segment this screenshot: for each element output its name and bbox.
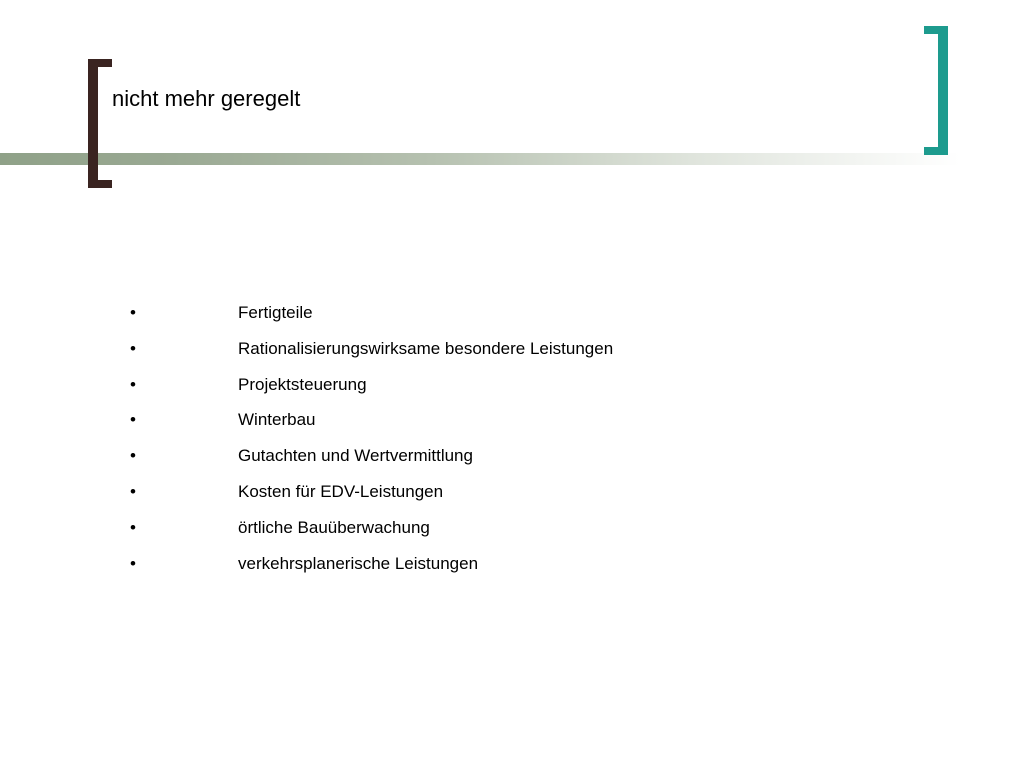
bullet-icon: •	[130, 517, 136, 537]
bullet-icon: •	[130, 410, 136, 430]
bullet-icon: •	[130, 338, 136, 358]
list-item-text: örtliche Bauüberwachung	[238, 517, 430, 537]
bullet-icon: •	[130, 303, 136, 322]
list-item-text: Kosten für EDV-Leistungen	[238, 481, 444, 501]
list-item-text: Gutachten und Wertvermittlung	[238, 446, 473, 466]
slide-title: nicht mehr geregelt	[112, 86, 301, 111]
list-item-text: Projektsteuerung	[238, 374, 367, 394]
right-bracket-decoration	[924, 26, 948, 155]
list-item-text: Winterbau	[238, 410, 316, 430]
list-item-text: verkehrsplanerische Leistungen	[238, 553, 479, 573]
list-item-text: Rationalisierungswirksame besondere Leistungen	[238, 338, 614, 358]
bullet-icon: •	[130, 481, 136, 501]
bullet-icon: •	[130, 374, 136, 394]
bullet-icon: •	[130, 446, 136, 466]
bullet-icon: •	[130, 553, 136, 573]
list-item-text: Fertigteile	[238, 303, 313, 322]
left-bracket-decoration	[88, 59, 112, 188]
title-divider-bar	[0, 153, 960, 165]
